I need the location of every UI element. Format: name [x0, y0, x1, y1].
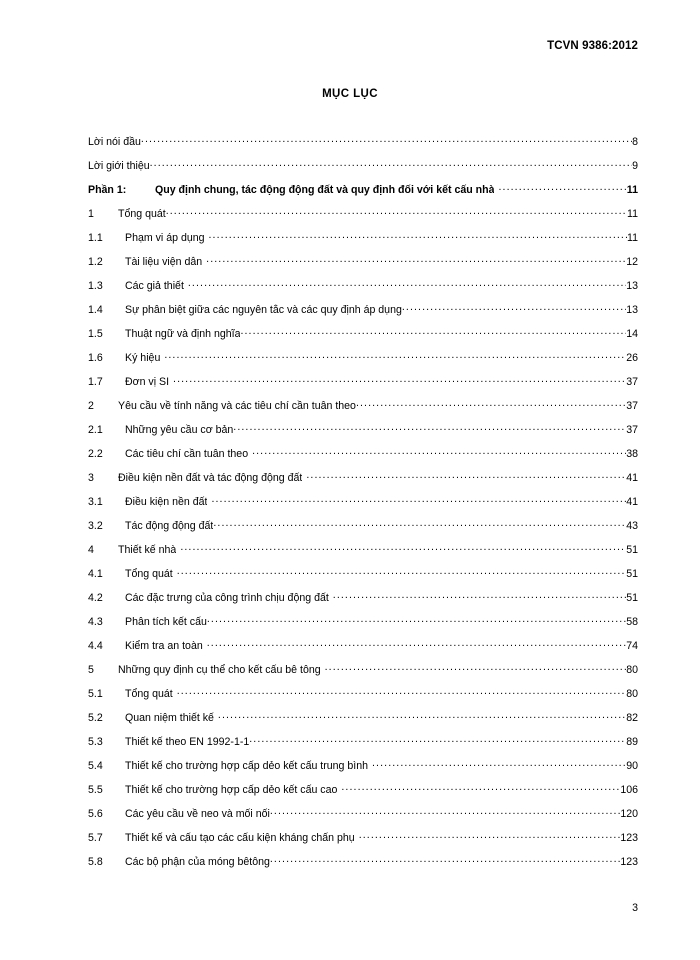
toc-entry-page-number: 26: [626, 351, 638, 364]
toc-entry-title: Thiết kế cho trường hợp cấp dẻo kết cấu trung bình: [125, 759, 369, 772]
toc-entry[interactable]: [88, 566, 638, 590]
toc-entry[interactable]: [88, 734, 638, 758]
toc-entry-title: Các yêu cầu về neo và mối nối: [125, 807, 270, 820]
toc-entry-number: 4.1: [88, 567, 103, 580]
toc-entry-page-number: 106: [620, 783, 638, 796]
toc-entry-title: Đơn vị SI: [125, 375, 170, 388]
toc-entry-number: 1.2: [88, 255, 103, 268]
toc-entry-number: 5.5: [88, 783, 103, 796]
toc-dot-leader: [341, 782, 620, 793]
toc-entry-title: Tổng quát: [125, 567, 173, 580]
toc-entry-title: Điều kiện nền đất: [125, 495, 208, 508]
toc-entry-title: Lời giới thiệu: [88, 159, 150, 172]
toc-dot-leader: [180, 542, 626, 553]
toc-dot-leader: [141, 134, 632, 145]
toc-dot-leader: [372, 758, 626, 769]
toc-entry[interactable]: [88, 806, 638, 830]
toc-entry-number: 1: [88, 207, 94, 220]
toc-entry-title: Các tiêu chí cần tuân theo: [125, 447, 249, 460]
toc-entry[interactable]: [88, 278, 638, 302]
toc-entry-number: 5.6: [88, 807, 103, 820]
toc-entry-number: 5.2: [88, 711, 103, 724]
toc-entry[interactable]: [88, 518, 638, 542]
toc-entry[interactable]: [88, 374, 638, 398]
toc-entry-number: 1.6: [88, 351, 103, 364]
toc-entry-number: 5.7: [88, 831, 103, 844]
toc-entry[interactable]: [88, 662, 638, 686]
toc-dot-leader: [240, 326, 626, 337]
toc-dot-leader: [209, 230, 627, 241]
toc-dot-leader: [333, 590, 626, 601]
toc-entry-page-number: 90: [626, 759, 638, 772]
toc-dot-leader: [356, 398, 626, 409]
toc-entry[interactable]: [88, 134, 638, 158]
toc-entry[interactable]: [88, 830, 638, 854]
toc-entry[interactable]: [88, 494, 638, 518]
toc-dot-leader: [218, 710, 626, 721]
toc-entry-page-number: 82: [626, 711, 638, 724]
toc-dot-leader: [270, 854, 620, 865]
toc-entry-title: Thiết kế cho trường hợp cấp dẻo kết cấu cao: [125, 783, 338, 796]
toc-entry-title: Lời nói đầu: [88, 135, 141, 148]
toc-dot-leader: [177, 686, 626, 697]
toc-entry-title: Tác động động đất: [125, 519, 214, 532]
toc-dot-leader: [213, 518, 626, 529]
toc-entry-title: Tổng quát: [118, 207, 166, 220]
toc-entry-number: 2.1: [88, 423, 103, 436]
toc-entry[interactable]: [88, 614, 638, 638]
toc-entry-page-number: 12: [626, 255, 638, 268]
toc-entry[interactable]: [88, 782, 638, 806]
toc-entry-page-number: 14: [626, 327, 638, 340]
toc-entry-number: 5.1: [88, 687, 103, 700]
toc-entry[interactable]: [88, 158, 638, 182]
toc-entry[interactable]: [88, 470, 638, 494]
toc-dot-leader: [173, 374, 626, 385]
toc-entry[interactable]: [88, 230, 638, 254]
toc-entry-number: 5.4: [88, 759, 103, 772]
toc-dot-leader: [402, 302, 626, 313]
toc-entry-page-number: 8: [632, 135, 638, 148]
toc-entry-page-number: 80: [626, 663, 638, 676]
toc-entry[interactable]: [88, 854, 638, 878]
toc-dot-leader: [270, 806, 620, 817]
toc-entry-page-number: 11: [627, 207, 638, 220]
toc-entry-title: Kiểm tra an toàn: [125, 639, 203, 652]
toc-entry-title: Tổng quát: [125, 687, 173, 700]
toc-entry-title: Phân tích kết cấu: [125, 615, 207, 628]
toc-entry-number: 4: [88, 543, 94, 556]
toc-entry-title: Những quy định cụ thể cho kết cấu bê tông: [118, 663, 321, 676]
toc-dot-leader: [188, 278, 626, 289]
toc-dot-leader: [359, 830, 621, 841]
toc-dot-leader: [498, 182, 626, 193]
toc-entry-title: Những yêu cầu cơ bản: [125, 423, 234, 436]
toc-entry-title: Các giả thiết: [125, 279, 184, 292]
toc-entry-number: 4.3: [88, 615, 103, 628]
toc-entry[interactable]: [88, 590, 638, 614]
toc-entry-title: Sự phân biệt giữa các nguyên tắc và các quy định áp dụng: [125, 303, 402, 316]
toc-entry-number: 2: [88, 399, 94, 412]
toc-entry-title: Thiết kế và cấu tạo các cấu kiện kháng chấn phụ: [125, 831, 355, 844]
toc-entry-page-number: 74: [626, 639, 638, 652]
toc-dot-leader: [325, 662, 627, 673]
toc-entry-number: 5.8: [88, 855, 103, 868]
toc-entry-number: Phần 1:: [88, 183, 127, 196]
toc-entry-number: 1.1: [88, 231, 103, 244]
toc-entry-title: Yêu cầu về tính năng và các tiêu chí cần tuân theo: [118, 399, 356, 412]
toc-entry-title: Thiết kế nhà: [118, 543, 177, 556]
toc-entry-page-number: 9: [632, 159, 638, 172]
footer-page-number: 3: [632, 902, 638, 914]
toc-entry-number: 3: [88, 471, 94, 484]
toc-entry[interactable]: [88, 206, 638, 230]
toc-entry-number: 3.2: [88, 519, 103, 532]
toc-dot-leader: [211, 494, 626, 505]
toc-dot-leader: [150, 158, 632, 169]
toc-entry-number: 4.4: [88, 639, 103, 652]
toc-entry-page-number: 51: [626, 591, 638, 604]
toc-entry-page-number: 123: [620, 831, 638, 844]
toc-entry[interactable]: [88, 446, 638, 470]
toc-dot-leader: [249, 734, 626, 745]
toc-dot-leader: [233, 422, 626, 433]
toc-dot-leader: [306, 470, 626, 481]
toc-entry-title: Thiết kế theo EN 1992-1-1: [125, 735, 250, 748]
toc-entry-page-number: 58: [626, 615, 638, 628]
toc-dot-leader: [206, 254, 626, 265]
toc-entry-title: Tài liệu viện dẫn: [125, 255, 203, 268]
toc-entry-number: 1.4: [88, 303, 103, 316]
toc-entry[interactable]: [88, 398, 638, 422]
toc-entry-title: Phạm vi áp dụng: [125, 231, 205, 244]
toc-entry-page-number: 89: [626, 735, 638, 748]
toc-entry-page-number: 51: [626, 567, 638, 580]
toc-entry-title: Thuật ngữ và định nghĩa: [125, 327, 241, 340]
toc-entry-title: Các đặc trưng của công trình chịu động đất: [125, 591, 329, 604]
toc-entry-title: Các bộ phận của móng bêtông: [125, 855, 270, 868]
toc-entry-number: 4.2: [88, 591, 103, 604]
toc-entry-title: Điều kiện nền đất và tác động động đất: [118, 471, 303, 484]
toc-entry[interactable]: [88, 302, 638, 326]
document-header-standard-code: TCVN 9386:2012: [547, 40, 638, 52]
toc-entry[interactable]: [88, 542, 638, 566]
toc-entry[interactable]: [88, 422, 638, 446]
toc-dot-leader: [164, 350, 626, 361]
toc-entry-title: Quan niệm thiết kế: [125, 711, 214, 724]
toc-entry[interactable]: [88, 686, 638, 710]
toc-entry-page-number: 11: [626, 183, 638, 196]
toc-dot-leader: [252, 446, 626, 457]
page-title: MỤC LỤC: [322, 88, 378, 100]
toc-entry-page-number: 13: [626, 279, 638, 292]
toc-entry-number: 1.5: [88, 327, 103, 340]
toc-entry-number: 3.1: [88, 495, 103, 508]
toc-entry[interactable]: [88, 350, 638, 374]
toc-entry-page-number: 51: [626, 543, 638, 556]
toc-entry[interactable]: [88, 254, 638, 278]
toc-entry-number: 5: [88, 663, 94, 676]
toc-entry-title: Ký hiệu: [125, 351, 161, 364]
toc-entry-page-number: 37: [626, 375, 638, 388]
toc-dot-leader: [207, 614, 626, 625]
toc-dot-leader: [207, 638, 626, 649]
toc-entry-page-number: 43: [626, 519, 638, 532]
toc-entry-page-number: 38: [626, 447, 638, 460]
toc-entry[interactable]: [88, 758, 638, 782]
toc-entry-page-number: 11: [627, 231, 638, 244]
toc-entry[interactable]: [88, 182, 638, 206]
toc-entry-number: 5.3: [88, 735, 103, 748]
table-of-contents: [88, 134, 638, 878]
toc-entry-number: 1.3: [88, 279, 103, 292]
toc-dot-leader: [177, 566, 626, 577]
toc-dot-leader: [166, 206, 627, 217]
toc-entry-number: 2.2: [88, 447, 103, 460]
toc-entry[interactable]: [88, 638, 638, 662]
toc-entry-page-number: 123: [620, 855, 638, 868]
toc-entry-title: Quy định chung, tác động động đất và quy định đối với kết cấu nhà: [155, 183, 495, 196]
toc-entry-page-number: 37: [626, 399, 638, 412]
toc-entry[interactable]: [88, 710, 638, 734]
toc-entry-page-number: 80: [626, 687, 638, 700]
toc-entry-page-number: 41: [626, 495, 638, 508]
toc-entry-number: 1.7: [88, 375, 103, 388]
toc-entry-page-number: 120: [620, 807, 638, 820]
toc-entry-page-number: 37: [626, 423, 638, 436]
toc-entry[interactable]: [88, 326, 638, 350]
toc-entry-page-number: 13: [626, 303, 638, 316]
toc-entry-page-number: 41: [626, 471, 638, 484]
